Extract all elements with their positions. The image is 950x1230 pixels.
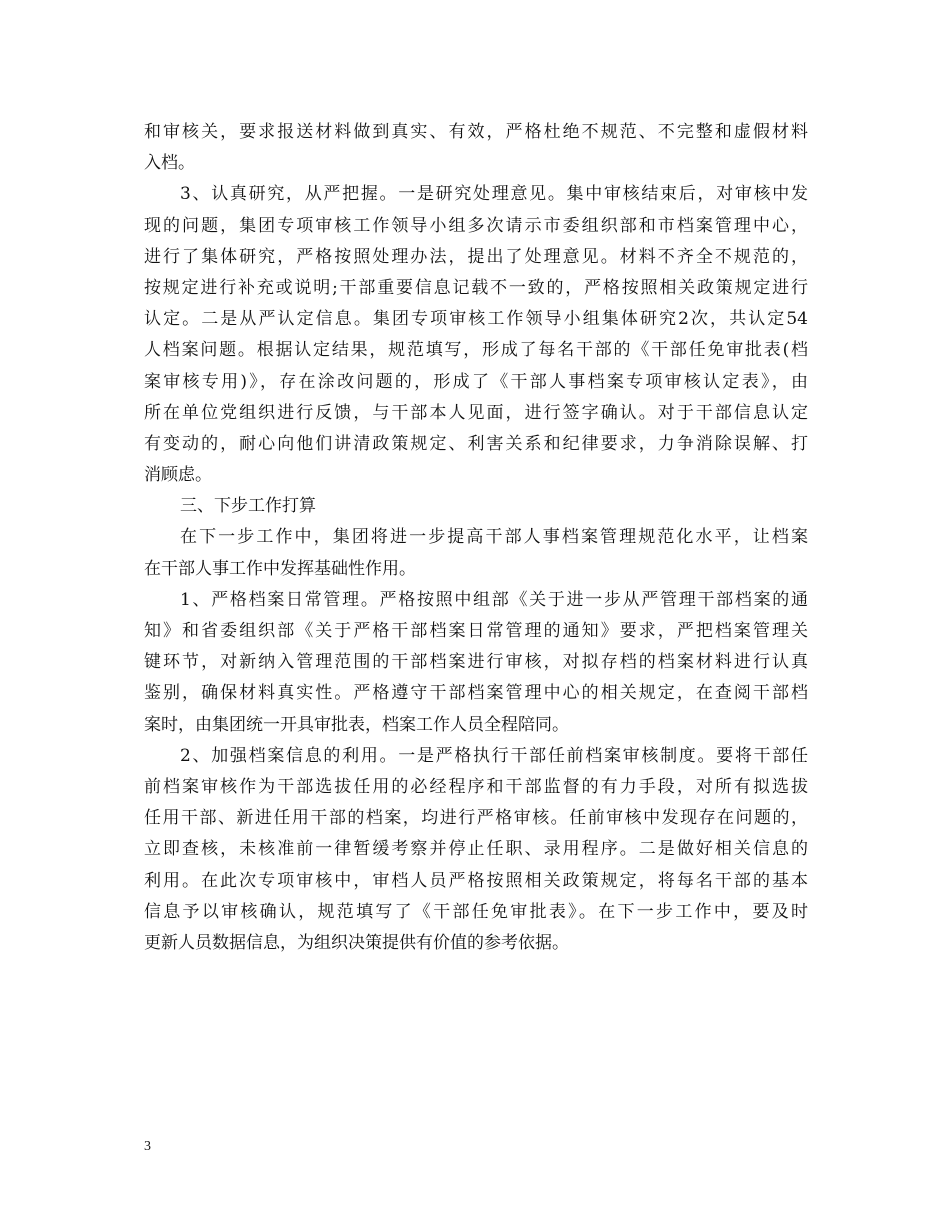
text-line: 知》和省委组织部《关于严格干部档案日常管理的通知》要求，严把档案管理关 [144, 621, 808, 641]
text-line: 所在单位党组织进行反馈，与干部本人见面，进行签字确认。对于干部信息认定 [144, 402, 808, 423]
text-line: 前档案审核作为干部选拔任用的必经程序和干部监督的有力手段，对所有拟选拔 [144, 776, 808, 797]
text-line: 更新人员数据信息，为组织决策提供有价值的参考依据。 [144, 932, 569, 953]
document-body [144, 117, 808, 959]
text-line: 按规定进行补充或说明;干部重要信息记载不一致的，严格按照相关政策规定进行 [144, 277, 808, 298]
text-line: 键环节，对新纳入管理范围的干部档案进行审核，对拟存档的档案材料进行认真 [144, 652, 808, 673]
text-line: 消顾虑。 [144, 465, 212, 486]
page-number: 3 [144, 1139, 151, 1154]
text-line: 2、加强档案信息的利用。一是严格执行干部任前档案审核制度。要将干部任 [180, 745, 808, 766]
text-line: 有变动的，耐心向他们讲清政策规定、利害关系和纪律要求，力争消除误解、打 [144, 433, 808, 454]
text-line: 人档案问题。根据认定结果，规范填写，形成了每名干部的《干部任免审批表(档 [144, 340, 808, 361]
text-line: 入档。 [144, 153, 195, 174]
text-line: 3、认真研究，从严把握。一是研究处理意见。集中审核结束后，对审核中发 [180, 184, 808, 205]
text-line: 在干部人事工作中发挥基础性作用。 [144, 558, 416, 579]
text-line: 案时，由集团统一开具审批表，档案工作人员全程陪同。 [144, 714, 569, 735]
text-line: 案审核专用)》，存在涂改问题的，形成了《干部人事档案专项审核认定表》，由 [144, 371, 808, 392]
text-line: 立即查核，未核准前一律暂缓考察并停止任职、录用程序。二是做好相关信息的 [144, 839, 808, 860]
text-line: 现的问题，集团专项审核工作领导小组多次请示市委组织部和市档案管理中心， [144, 215, 808, 236]
text-line: 和审核关，要求报送材料做到真实、有效，严格杜绝不规范、不完整和虚假材料 [144, 122, 808, 142]
text-line: 在下一步工作中，集团将进一步提高干部人事档案管理规范化水平，让档案 [180, 527, 808, 548]
text-line: 任用干部、新进任用干部的档案，均进行严格审核。任前审核中发现存在问题的， [144, 808, 808, 829]
text-line: 鉴别，确保材料真实性。严格遵守干部档案管理中心的相关规定，在查阅干部档 [144, 683, 808, 704]
text-line: 利用。在此次专项审核中，审档人员严格按照相关政策规定，将每名干部的基本 [144, 870, 808, 891]
text-line: 信息予以审核确认，规范填写了《干部任免审批表》。在下一步工作中，要及时 [144, 901, 808, 922]
text-line: 认定。二是从严认定信息。集团专项审核工作领导小组集体研究2次，共认定54 [144, 309, 808, 330]
text-line: 三、下步工作打算 [180, 496, 316, 517]
text-line: 进行了集体研究，严格按照处理办法，提出了处理意见。材料不齐全不规范的， [144, 246, 808, 267]
text-line: 1、严格档案日常管理。严格按照中组部《关于进一步从严管理干部档案的通 [180, 589, 808, 610]
